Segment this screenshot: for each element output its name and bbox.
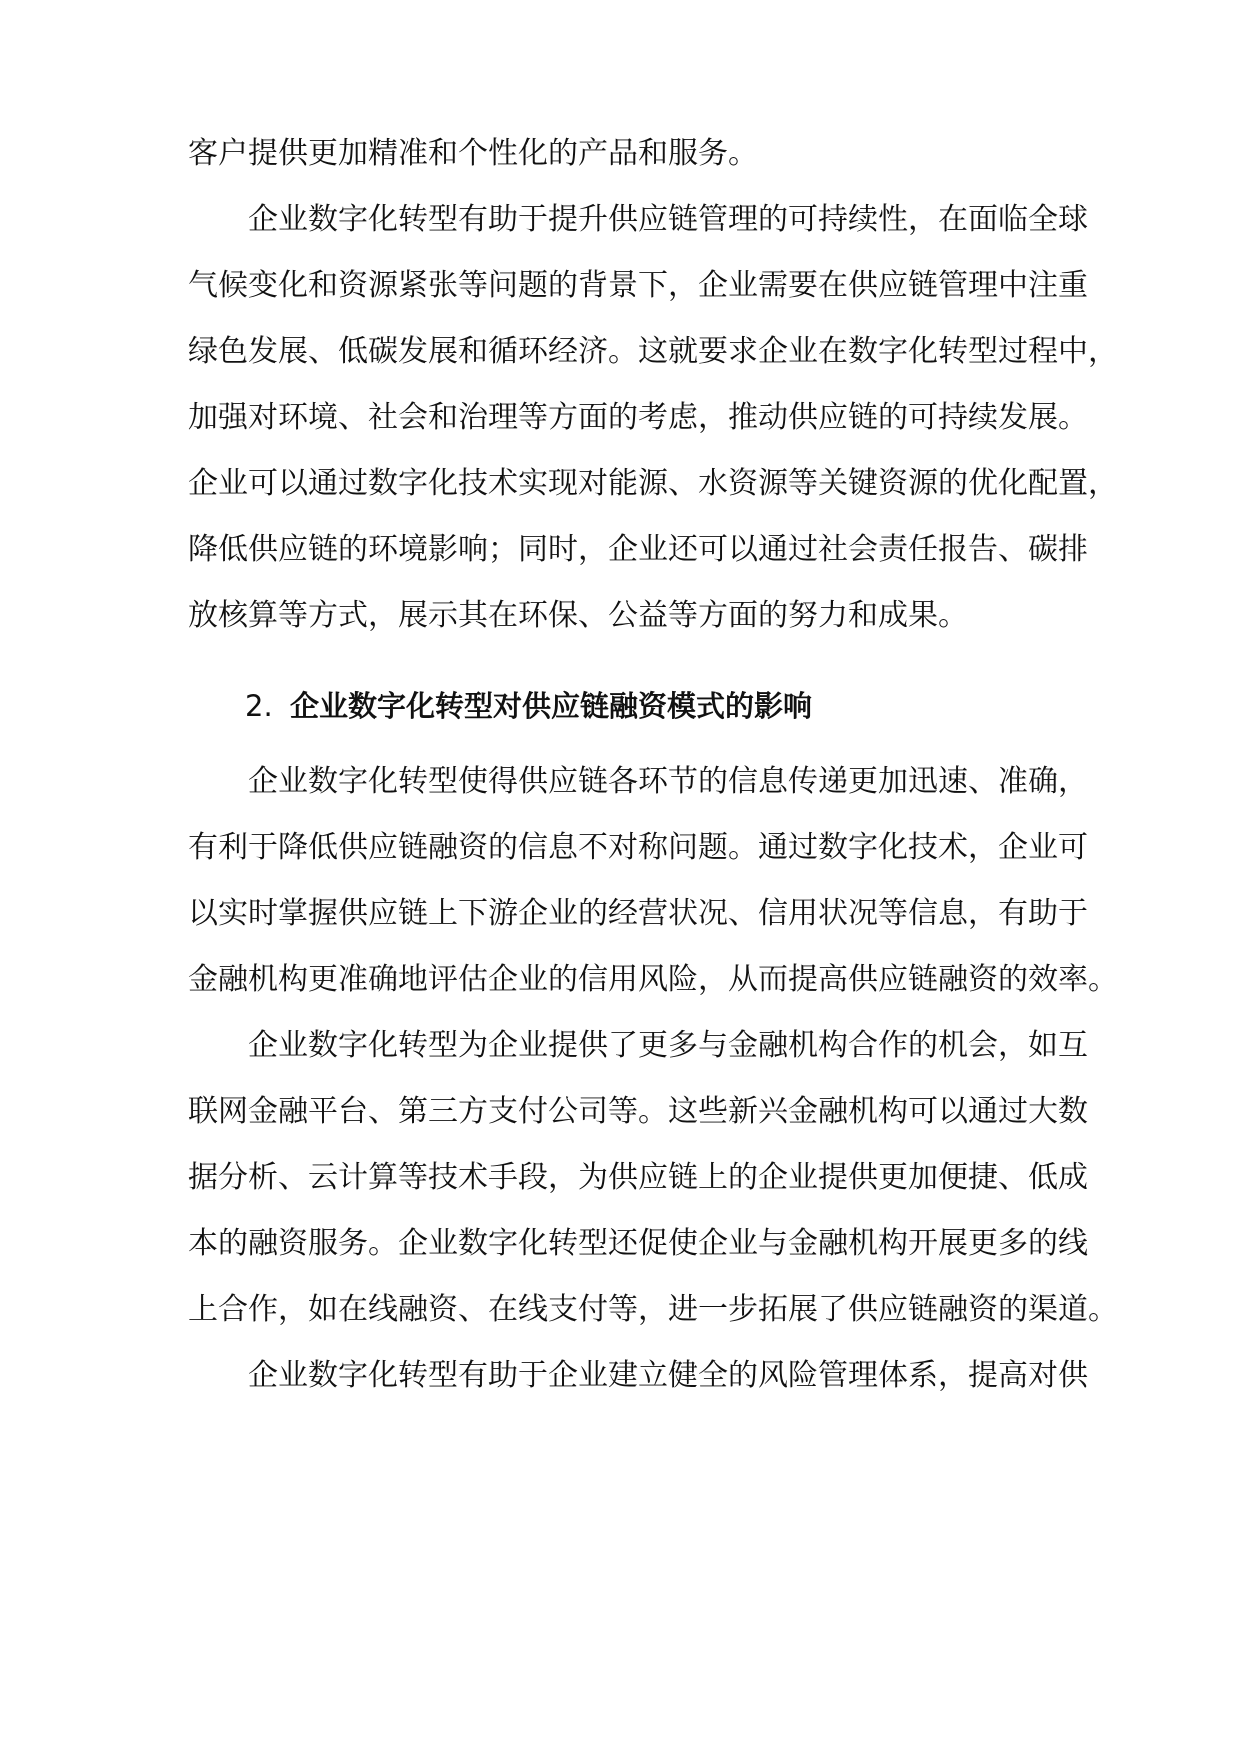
paragraph-line: 企业数字化转型使得供应链各环节的信息传递更加迅速、准确， — [248, 764, 1088, 799]
paragraph-line: 以实时掌握供应链上下游企业的经营状况、信用状况等信息，有助于 — [188, 896, 1088, 931]
paragraph-line: 企业数字化转型有助于企业建立健全的风险管理体系，提高对供 — [248, 1358, 1088, 1393]
paragraph-line: 本的融资服务。企业数字化转型还促使企业与金融机构开展更多的线 — [188, 1226, 1088, 1261]
paragraph-line: 加强对环境、社会和治理等方面的考虑，推动供应链的可持续发展。 — [188, 400, 1088, 435]
paragraph-line: 客户提供更加精准和个性化的产品和服务。 — [188, 136, 758, 171]
paragraph-line: 有利于降低供应链融资的信息不对称问题。通过数字化技术，企业可 — [188, 830, 1088, 865]
section-number: 2. — [245, 689, 273, 723]
paragraph-line: 据分析、云计算等技术手段，为供应链上的企业提供更加便捷、低成 — [188, 1160, 1088, 1195]
paragraph-line: 企业可以通过数字化技术实现对能源、水资源等关键资源的优化配置， — [188, 466, 1118, 501]
paragraph-line: 气候变化和资源紧张等问题的背景下，企业需要在供应链管理中注重 — [188, 268, 1088, 303]
paragraph-line: 企业数字化转型有助于提升供应链管理的可持续性，在面临全球 — [248, 202, 1088, 237]
section-heading — [245, 686, 1058, 726]
section-title: 企业数字化转型对供应链融资模式的影响 — [290, 689, 813, 723]
paragraph-line: 放核算等方式，展示其在环保、公益等方面的努力和成果。 — [188, 598, 968, 633]
paragraph-line: 绿色发展、低碳发展和循环经济。这就要求企业在数字化转型过程中， — [188, 334, 1118, 369]
paragraph-line: 企业数字化转型为企业提供了更多与金融机构合作的机会，如互 — [248, 1028, 1088, 1063]
paragraph-line: 上合作，如在线融资、在线支付等，进一步拓展了供应链融资的渠道。 — [188, 1292, 1118, 1327]
paragraph-line: 降低供应链的环境影响；同时，企业还可以通过社会责任报告、碳排 — [188, 532, 1088, 567]
paragraph-line: 金融机构更准确地评估企业的信用风险，从而提高供应链融资的效率。 — [188, 962, 1118, 997]
paragraph-line: 联网金融平台、第三方支付公司等。这些新兴金融机构可以通过大数 — [188, 1094, 1088, 1129]
